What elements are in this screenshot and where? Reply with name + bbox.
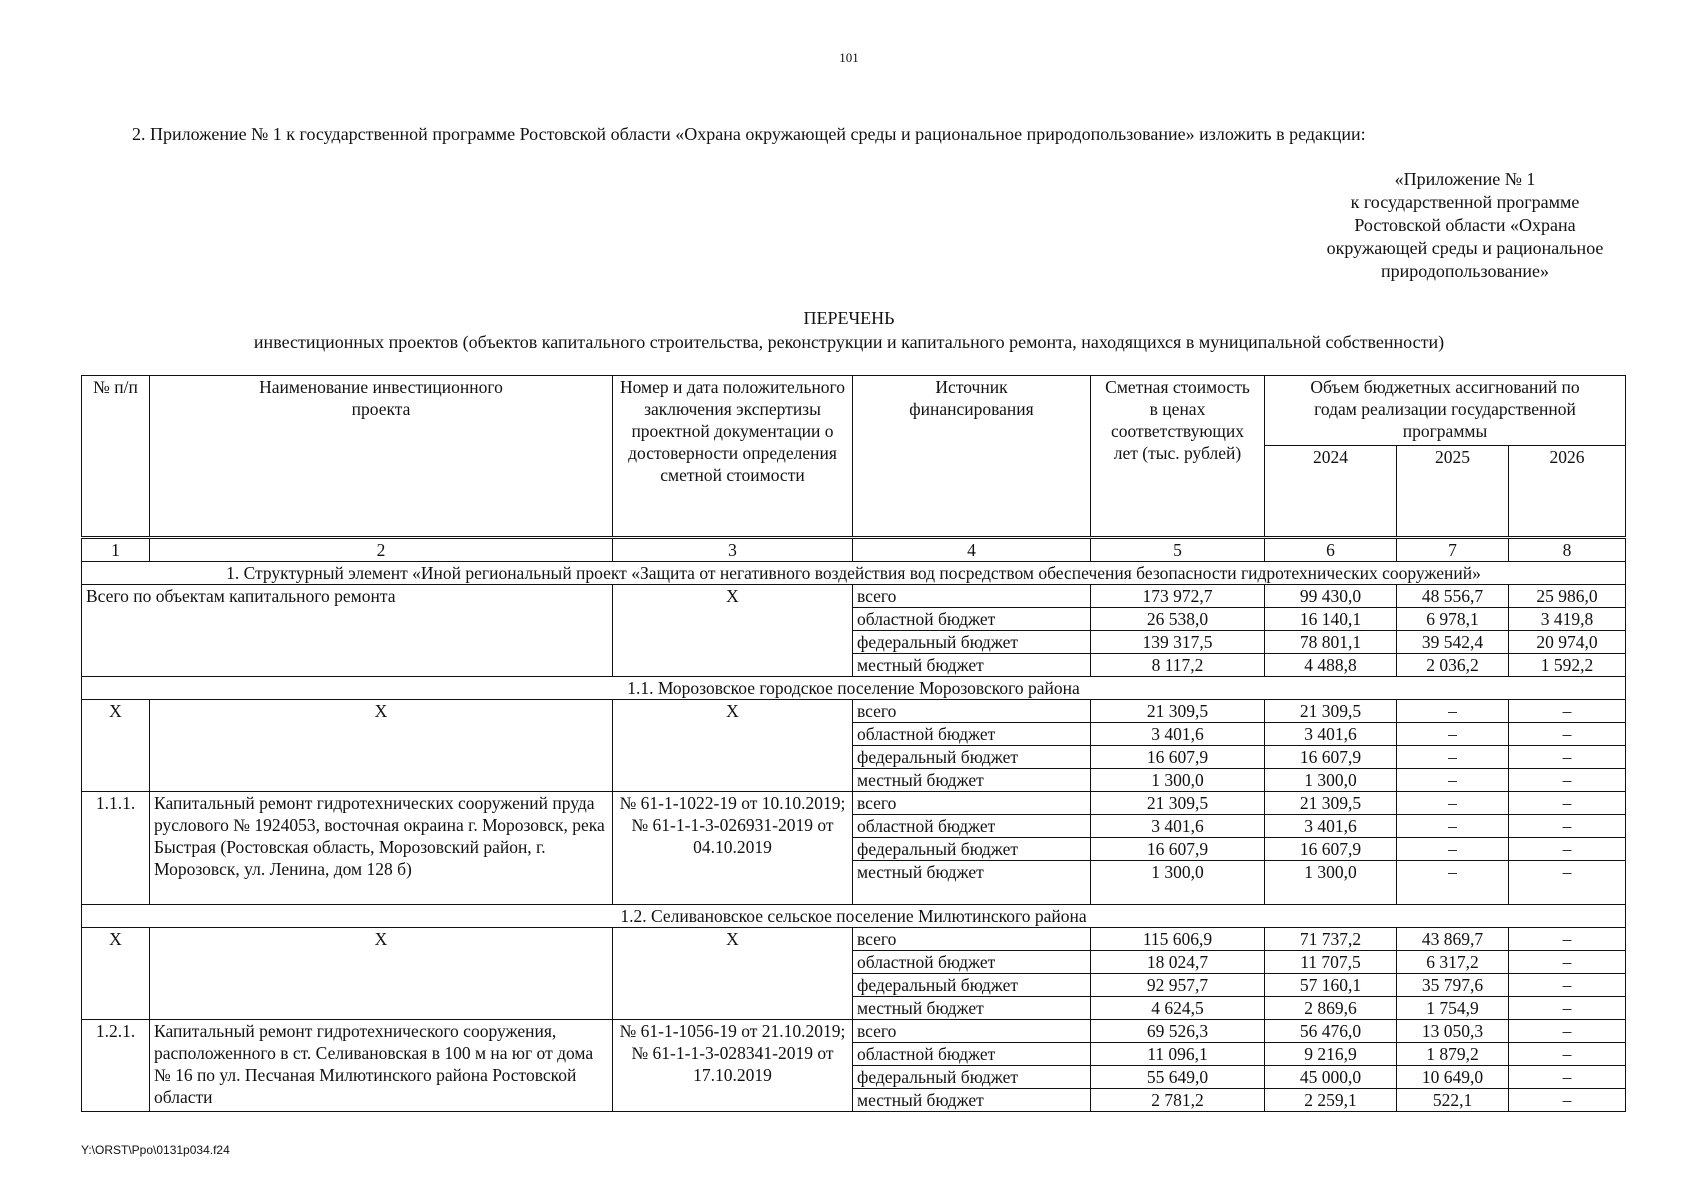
source-cell: местный бюджет — [853, 997, 1091, 1020]
header-year-2024: 2024 — [1265, 446, 1397, 538]
source-cell: федеральный бюджет — [853, 838, 1091, 861]
column-number: 1 — [82, 538, 150, 562]
year-2025-cell: – — [1397, 861, 1509, 905]
source-cell: местный бюджет — [853, 654, 1091, 677]
cost-cell: 55 649,0 — [1091, 1066, 1265, 1089]
column-number: 5 — [1091, 538, 1265, 562]
document-subtitle: инвестиционных проектов (объектов капитального строительства, реконструкции и капитального ремонта, находящихся в муниципальной собственности) — [253, 332, 1445, 352]
total-label: Всего по объектам капитального ремонта — [82, 585, 613, 677]
header-source: Источник финансирования — [853, 376, 1091, 538]
appendix-line: к государственной программе — [1350, 192, 1580, 212]
year-2024-cell: 16 607,9 — [1265, 746, 1397, 769]
cost-cell: 26 538,0 — [1091, 608, 1265, 631]
header-project-name: Наименование инвестиционного проекта — [150, 376, 613, 538]
source-cell: федеральный бюджет — [853, 1066, 1091, 1089]
year-2026-cell: – — [1509, 746, 1626, 769]
source-cell: всего — [853, 792, 1091, 815]
expertise-cell: № 61-1-1022-19 от 10.10.2019; № 61-1-1-3-026931-2019 от 04.10.2019 — [613, 792, 853, 905]
column-number: 3 — [613, 538, 853, 562]
year-2024-cell: 2 869,6 — [1265, 997, 1397, 1020]
num-cell: Х — [82, 928, 150, 1020]
year-2026-cell: – — [1509, 861, 1626, 905]
year-2026-cell: 20 974,0 — [1509, 631, 1626, 654]
year-2025-cell: – — [1397, 792, 1509, 815]
year-2024-cell: 3 401,6 — [1265, 815, 1397, 838]
year-2024-cell: 1 300,0 — [1265, 861, 1397, 905]
header-budget-volume: Объем бюджетных ассигнований по годам реализации государственной программы — [1265, 376, 1626, 446]
year-2026-cell: – — [1509, 1089, 1626, 1112]
year-2024-cell: 11 707,5 — [1265, 951, 1397, 974]
cost-cell: 1 300,0 — [1091, 861, 1265, 905]
header-expertise: Номер и дата положительного заключения экспертизы проектной документации о достоверности определения сметной стоимости — [613, 376, 853, 538]
appendix-line: Ростовской области «Охрана — [1354, 215, 1576, 235]
num-cell: 1.1.1. — [82, 792, 150, 905]
year-2026-cell: – — [1509, 723, 1626, 746]
document-title-block — [0, 306, 1698, 354]
cost-cell: 3 401,6 — [1091, 815, 1265, 838]
source-cell: областной бюджет — [853, 815, 1091, 838]
year-2024-cell: 45 000,0 — [1265, 1066, 1397, 1089]
year-2026-cell: – — [1509, 769, 1626, 792]
year-2026-cell: – — [1509, 1043, 1626, 1066]
expertise-cell: Х — [613, 700, 853, 792]
year-2026-cell: – — [1509, 838, 1626, 861]
column-number: 8 — [1509, 538, 1626, 562]
year-2025-cell: 39 542,4 — [1397, 631, 1509, 654]
header-year-2026: 2026 — [1509, 446, 1626, 538]
year-2025-cell: 43 869,7 — [1397, 928, 1509, 951]
cost-cell: 21 309,5 — [1091, 792, 1265, 815]
year-2025-cell: 1 879,2 — [1397, 1043, 1509, 1066]
year-2025-cell: 35 797,6 — [1397, 974, 1509, 997]
cost-cell: 18 024,7 — [1091, 951, 1265, 974]
source-cell: всего — [853, 1020, 1091, 1043]
year-2025-cell: 6 317,2 — [1397, 951, 1509, 974]
column-number: 7 — [1397, 538, 1509, 562]
source-cell: всего — [853, 928, 1091, 951]
section-heading: 1.1. Морозовское городское поселение Морозовского района — [82, 677, 1626, 700]
year-2026-cell: 3 419,8 — [1509, 608, 1626, 631]
year-2025-cell: 1 754,9 — [1397, 997, 1509, 1020]
cost-cell: 173 972,7 — [1091, 585, 1265, 608]
project-name-cell: Х — [150, 700, 613, 792]
project-name-cell: Капитальный ремонт гидротехнических сооружений пруда руслового № 1924053, восточная окраина г. Морозовск, река Быстрая (Ростовская область, Морозовский район, г. Морозовск, ул. Ленина, дом 128 б) — [150, 792, 613, 905]
year-2025-cell: 10 649,0 — [1397, 1066, 1509, 1089]
header-num: № п/п — [82, 376, 150, 538]
cost-cell: 115 606,9 — [1091, 928, 1265, 951]
num-cell: Х — [82, 700, 150, 792]
year-2026-cell: – — [1509, 1020, 1626, 1043]
year-2026-cell: – — [1509, 815, 1626, 838]
year-2024-cell: 99 430,0 — [1265, 585, 1397, 608]
source-cell: всего — [853, 585, 1091, 608]
column-number: 4 — [853, 538, 1091, 562]
year-2024-cell: 21 309,5 — [1265, 792, 1397, 815]
year-2024-cell: 56 476,0 — [1265, 1020, 1397, 1043]
project-name-cell: Х — [150, 928, 613, 1020]
cost-cell: 16 607,9 — [1091, 746, 1265, 769]
year-2026-cell: – — [1509, 700, 1626, 723]
year-2025-cell: 48 556,7 — [1397, 585, 1509, 608]
year-2024-cell: 3 401,6 — [1265, 723, 1397, 746]
source-cell: областной бюджет — [853, 608, 1091, 631]
year-2025-cell: 2 036,2 — [1397, 654, 1509, 677]
file-path-footer: Y:\ORST\Ppo\0131p034.f24 — [81, 1143, 230, 1157]
cost-cell: 8 117,2 — [1091, 654, 1265, 677]
year-2025-cell: – — [1397, 815, 1509, 838]
expertise-cell: Х — [613, 585, 853, 677]
year-2026-cell: – — [1509, 997, 1626, 1020]
section-heading: 1. Структурный элемент «Иной региональный проект «Защита от негативного воздействия вод посредством обеспечения безопасности гидротехнических сооружений» — [82, 562, 1626, 585]
year-2025-cell: – — [1397, 723, 1509, 746]
num-cell: 1.2.1. — [82, 1020, 150, 1112]
cost-cell: 69 526,3 — [1091, 1020, 1265, 1043]
cost-cell: 11 096,1 — [1091, 1043, 1265, 1066]
section-heading: 1.2. Селивановское сельское поселение Милютинского района — [82, 905, 1626, 928]
year-2026-cell: – — [1509, 974, 1626, 997]
year-2025-cell: 522,1 — [1397, 1089, 1509, 1112]
year-2024-cell: 16 140,1 — [1265, 608, 1397, 631]
year-2026-cell: – — [1509, 792, 1626, 815]
source-cell: областной бюджет — [853, 1043, 1091, 1066]
cost-cell: 139 317,5 — [1091, 631, 1265, 654]
year-2024-cell: 21 309,5 — [1265, 700, 1397, 723]
project-name-cell: Капитальный ремонт гидротехнического сооружения, расположенного в ст. Селивановская в 100 м на юг от дома № 16 по ул. Песчаная Милютинского района Ростовской области — [150, 1020, 613, 1112]
year-2025-cell: – — [1397, 746, 1509, 769]
year-2026-cell: 25 986,0 — [1509, 585, 1626, 608]
year-2025-cell: – — [1397, 838, 1509, 861]
cost-cell: 92 957,7 — [1091, 974, 1265, 997]
source-cell: федеральный бюджет — [853, 631, 1091, 654]
expertise-cell: № 61-1-1056-19 от 21.10.2019; № 61-1-1-3-028341-2019 от 17.10.2019 — [613, 1020, 853, 1112]
appendix-line: окружающей среды и рациональное — [1326, 238, 1604, 258]
appendix-line: «Приложение № 1 — [1394, 169, 1536, 189]
source-cell: местный бюджет — [853, 1089, 1091, 1112]
column-number: 6 — [1265, 538, 1397, 562]
appendix-caption — [1290, 168, 1640, 283]
column-number: 2 — [150, 538, 613, 562]
source-cell: федеральный бюджет — [853, 974, 1091, 997]
source-cell: местный бюджет — [853, 861, 1091, 905]
year-2026-cell: 1 592,2 — [1509, 654, 1626, 677]
investment-projects-table — [81, 375, 1626, 1112]
year-2025-cell: 13 050,3 — [1397, 1020, 1509, 1043]
cost-cell: 3 401,6 — [1091, 723, 1265, 746]
year-2024-cell: 78 801,1 — [1265, 631, 1397, 654]
year-2024-cell: 2 259,1 — [1265, 1089, 1397, 1112]
source-cell: местный бюджет — [853, 769, 1091, 792]
intro-paragraph: 2. Приложение № 1 к государственной программе Ростовской области «Охрана окружающей среды и рациональное природопользование» изложить в редакции: — [132, 124, 1366, 144]
page-number: 101 — [839, 50, 859, 65]
source-cell: областной бюджет — [853, 723, 1091, 746]
document-title: ПЕРЕЧЕНЬ — [803, 308, 895, 328]
source-cell: федеральный бюджет — [853, 746, 1091, 769]
cost-cell: 16 607,9 — [1091, 838, 1265, 861]
source-cell: областной бюджет — [853, 951, 1091, 974]
year-2024-cell: 1 300,0 — [1265, 769, 1397, 792]
year-2024-cell: 57 160,1 — [1265, 974, 1397, 997]
header-year-2025: 2025 — [1397, 446, 1509, 538]
year-2024-cell: 71 737,2 — [1265, 928, 1397, 951]
year-2025-cell: – — [1397, 700, 1509, 723]
year-2024-cell: 4 488,8 — [1265, 654, 1397, 677]
source-cell: всего — [853, 700, 1091, 723]
header-cost: Сметная стоимость в ценах соответствующих лет (тыс. рублей) — [1091, 376, 1265, 538]
appendix-line: природопользование» — [1380, 261, 1549, 281]
year-2025-cell: 6 978,1 — [1397, 608, 1509, 631]
year-2026-cell: – — [1509, 1066, 1626, 1089]
cost-cell: 4 624,5 — [1091, 997, 1265, 1020]
year-2024-cell: 16 607,9 — [1265, 838, 1397, 861]
cost-cell: 2 781,2 — [1091, 1089, 1265, 1112]
year-2025-cell: – — [1397, 769, 1509, 792]
year-2026-cell: – — [1509, 951, 1626, 974]
year-2026-cell: – — [1509, 928, 1626, 951]
cost-cell: 1 300,0 — [1091, 769, 1265, 792]
cost-cell: 21 309,5 — [1091, 700, 1265, 723]
expertise-cell: Х — [613, 928, 853, 1020]
year-2024-cell: 9 216,9 — [1265, 1043, 1397, 1066]
